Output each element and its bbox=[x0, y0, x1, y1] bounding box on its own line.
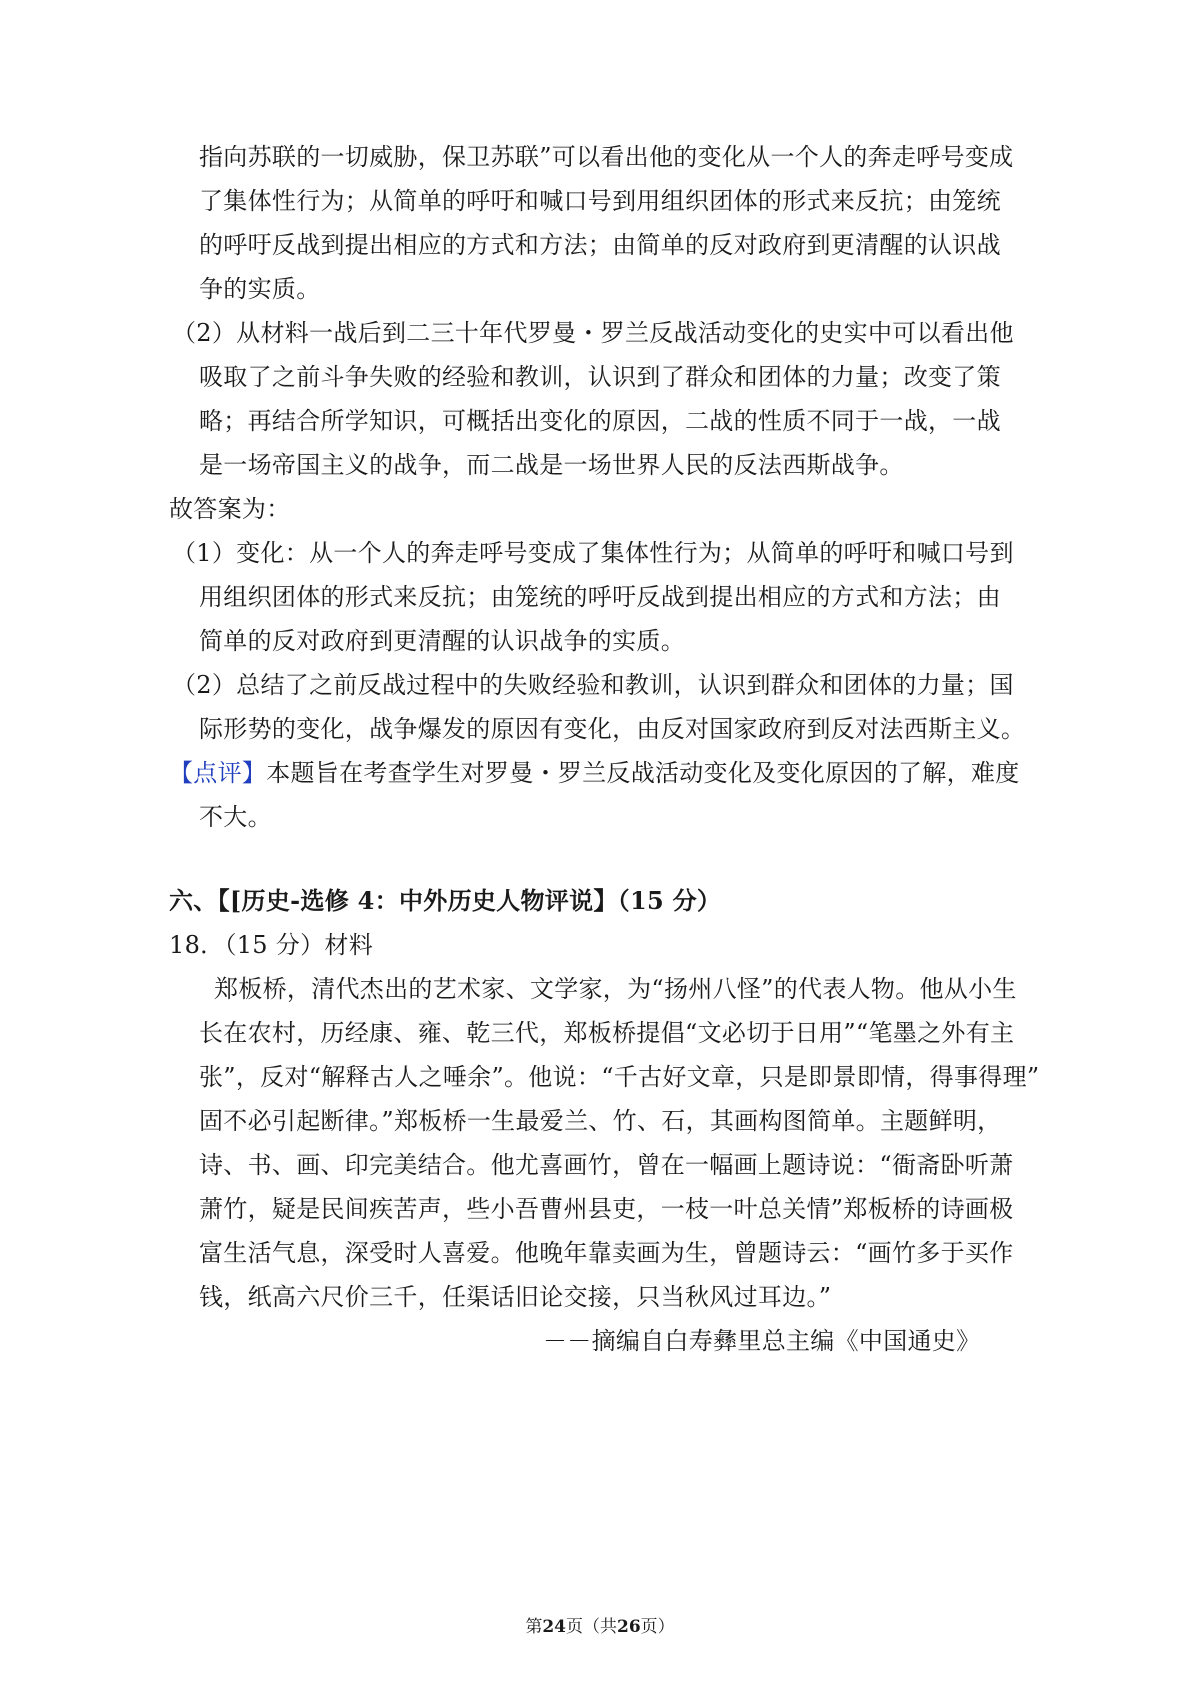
analysis-line: 了集体性行为；从简单的呼吁和喊口号到用组织团体的形式来反抗；由笼统 bbox=[199, 187, 1001, 215]
comment-label: 【点评】 bbox=[169, 759, 267, 787]
analysis-line: 略；再结合所学知识，可概括出变化的原因，二战的性质不同于一战，一战 bbox=[199, 407, 1001, 435]
answer-line: （2）总结了之前反战过程中的失败经验和教训，认识到群众和团体的力量；国 bbox=[172, 671, 1014, 699]
material-line: 诗、书、画、印完美结合。他尤喜画竹，曾在一幅画上题诗说：“衙斋卧听萧 bbox=[199, 1151, 1014, 1179]
comment-line: 不大。 bbox=[199, 803, 272, 831]
answer-line: 际形势的变化，战争爆发的原因有变化，由反对国家政府到反对法西斯主义。 bbox=[199, 715, 1026, 743]
answer-heading: 故答案为： bbox=[169, 495, 291, 523]
analysis-line: 争的实质。 bbox=[199, 275, 321, 303]
material-line: 钱，纸高六尺价三千，任渠话旧论交接，只当秋风过耳边。” bbox=[199, 1283, 832, 1311]
page-footer bbox=[0, 1616, 1200, 1638]
material-line: 张”，反对“解释古人之唾余”。他说：“千古好文章，只是即景即情，得事得理” bbox=[199, 1063, 1040, 1091]
footer-middle: 页（共 bbox=[566, 1617, 617, 1637]
question-head: 18．（15 分）材料 bbox=[169, 931, 374, 959]
material-line: 富生活气息，深受时人喜爱。他晚年靠卖画为生，曾题诗云：“画竹多于买作 bbox=[199, 1239, 1014, 1267]
analysis-line: 是一场帝国主义的战争，而二战是一场世界人民的反法西斯战争。 bbox=[199, 451, 904, 479]
material-line: 长在农村，历经康、雍、乾三代，郑板桥提倡“文必切于日用”“笔墨之外有主 bbox=[199, 1019, 1015, 1047]
material-source: －－摘编自白寿彝里总主编《中国通史》 bbox=[543, 1327, 981, 1355]
material-line: 萧竹，疑是民间疾苦声，些小吾曹州县吏，一枝一叶总关情”郑板桥的诗画极 bbox=[199, 1195, 1014, 1223]
analysis-line: 吸取了之前斗争失败的经验和教训，认识到了群众和团体的力量；改变了策 bbox=[199, 363, 1001, 391]
answer-line: （1）变化：从一个人的奔走呼号变成了集体性行为；从简单的呼吁和喊口号到 bbox=[172, 539, 1014, 567]
material-line: 郑板桥，清代杰出的艺术家、文学家，为“扬州八怪”的代表人物。他从小生 bbox=[214, 975, 1017, 1003]
analysis-line: 指向苏联的一切威胁，保卫苏联”可以看出他的变化从一个人的奔走呼号变成 bbox=[199, 143, 1014, 171]
answer-line: 简单的反对政府到更清醒的认识战争的实质。 bbox=[199, 627, 685, 655]
comment-text: 本题旨在考查学生对罗曼・罗兰反战活动变化及变化原因的了解，难度 bbox=[266, 759, 1020, 787]
footer-suffix: 页） bbox=[640, 1617, 675, 1637]
analysis-line: 的呼吁反战到提出相应的方式和方法；由简单的反对政府到更清醒的认识战 bbox=[199, 231, 1001, 259]
footer-prefix: 第 bbox=[525, 1617, 543, 1637]
footer-page-number: 24 bbox=[542, 1617, 566, 1637]
section-title: 六、【[历史-选修 4：中外历史人物评说】（15 分） bbox=[169, 886, 722, 915]
material-line: 固不必引起断律。”郑板桥一生最爱兰、竹、石，其画构图简单。主题鲜明， bbox=[199, 1107, 1002, 1135]
footer-total-pages: 26 bbox=[617, 1617, 641, 1637]
comment-line bbox=[169, 757, 1020, 789]
answer-line: 用组织团体的形式来反抗；由笼统的呼吁反战到提出相应的方式和方法；由 bbox=[199, 583, 1001, 611]
analysis-line: （2）从材料一战后到二三十年代罗曼・罗兰反战活动变化的史实中可以看出他 bbox=[172, 319, 1014, 347]
